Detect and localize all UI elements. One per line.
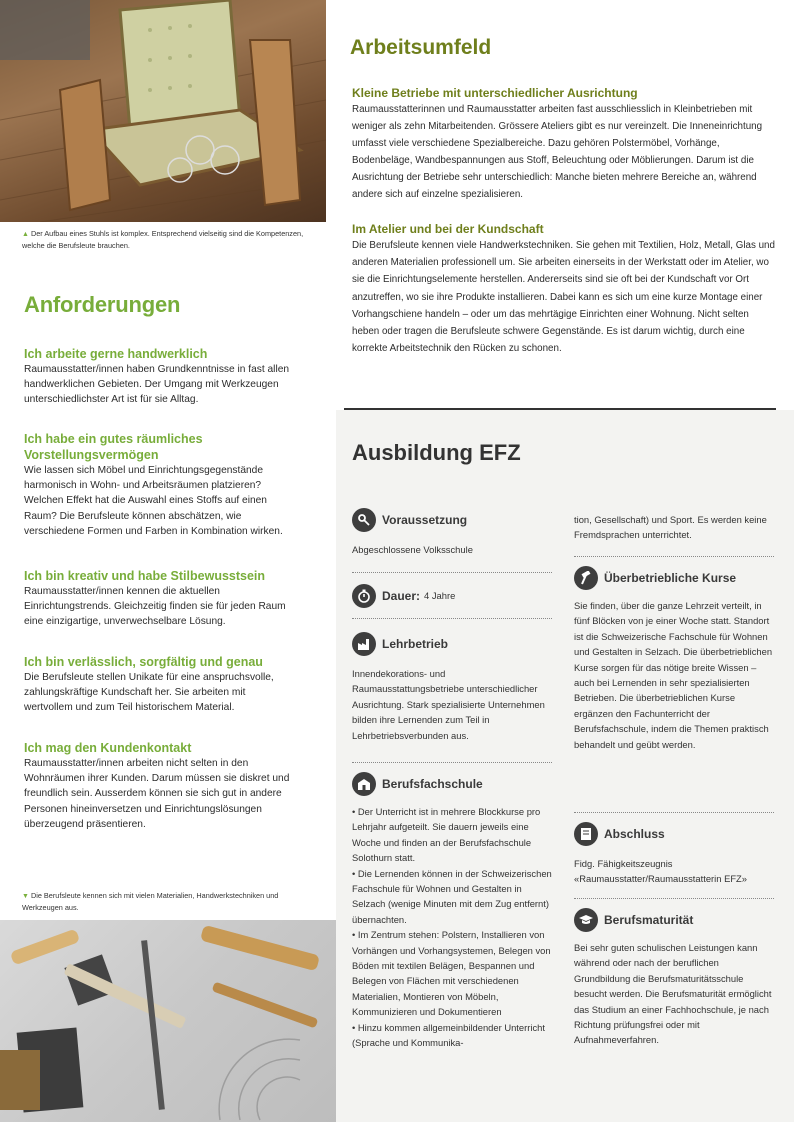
chair-illustration (0, 0, 326, 222)
anforderung-text: Raumausstatter/innen arbeiten nicht selten in den Wohnräumen ihrer Kunden. Darum müssen sie diskret und freundlich sein. Ausserdem können sie sich gut in andere Personen hineinversetzen und Einrichtungslösungen überzeugend präsentieren. (24, 758, 290, 830)
divider (574, 556, 774, 557)
abschluss-text: Fidg. Fähigkeitszeugnis «Raumausstatter/Raumausstatterin EFZ» (574, 858, 747, 885)
key-icon (352, 508, 376, 532)
kurse-label: Überbetriebliche Kurse (604, 571, 737, 585)
lehrbetrieb-block (352, 632, 552, 743)
abschluss-label: Abschluss (604, 827, 665, 841)
anforderung-text: Wie lassen sich Möbel und Einrichtungsgegenstände harmonisch in Wohn- und Arbeitsräumen platzieren? Welchen Effekt hat die Auswahl eines Stoffs auf einen Raum? Die Berufsleute können abschätzen, wie verschiedene Formen und Farben in Kombination wirken. (24, 465, 283, 537)
tools-photo (0, 920, 336, 1122)
berufsfachschule-label: Berufsfachschule (382, 777, 483, 791)
maturitaet-label: Berufsmaturität (604, 913, 694, 927)
dauer-value: 4 Jahre (424, 590, 456, 602)
divider (574, 898, 774, 899)
dauer-block (352, 584, 455, 608)
bottom-photo-caption: ▼ Die Berufsleute kennen sich mit vielen Materialien, Handwerkstechniken und Werkzeugen aus. (22, 891, 279, 912)
anforderung-4 (24, 654, 292, 716)
divider (352, 572, 552, 573)
voraussetzung-block (352, 508, 552, 557)
section-divider (344, 408, 776, 410)
voraussetzung-label: Voraussetzung (382, 513, 468, 527)
divider (574, 812, 774, 813)
lehrbetrieb-label: Lehrbetrieb (382, 637, 449, 651)
arbeitsumfeld-heading: Im Atelier und bei der Kundschaft (352, 222, 544, 236)
bullet-item: • Der Unterricht ist in mehrere Blockkurse pro Lehrjahr aufgeteilt. Sie dauern jeweils eine Woche und finden an der Berufsfachschule Solothurn statt. (352, 806, 541, 864)
certificate-icon (574, 822, 598, 846)
bullet-item: • Hinzu kommen allgemeinbildender Unterricht (Sprache und Kommunika- (352, 1021, 545, 1049)
kurse-block (574, 566, 774, 752)
caption-arrow-icon: ▲ (22, 231, 29, 238)
anforderung-heading: Ich mag den Kundenkontakt (24, 741, 192, 755)
berufsfachschule-continuation: tion, Gesellschaft) und Sport. Es werden keine Fremdsprachen unterrichtet. (574, 514, 767, 541)
maturitaet-text: Bei sehr guten schulischen Leistungen kann während oder nach der beruflichen Grundbildung die Berufsmaturitätsschule besucht werden. Die Berufsmaturität ermöglicht das Studium an einer Fachhochschule, je nach Richtung prüfungsfrei oder mit Aufnahmeverfahren. (574, 942, 772, 1046)
arbeitsumfeld-title: Arbeitsumfeld (350, 36, 492, 59)
arbeitsumfeld-text: Die Berufsleute kennen viele Handwerkstechniken. Sie gehen mit Textilien, Holz, Metall, Glas und anderen Materialien professionell um. Sie arbeiten einerseits in der Werkstatt oder im Atelier, wo sie die Einrichtungselemente herstellen. Andererseits sind sie oft bei der Kundschaft vor Ort anzutreffen, wo sie ihre Produkte installieren. Dabei kann es sich um eine kurze Montage einer Vorhangschiene handeln – oder um das mehrtägige Einrichten einer Wohnung. Nicht selten heben oder tragen die Berufsleute schwere Gegenstände. Es ist darum wichtig, durch eine korrekte Arbeitstechnik den Rücken zu schonen. (352, 240, 775, 355)
divider (352, 618, 552, 619)
arbeitsumfeld-text: Raumausstatterinnen und Raumausstatter arbeiten fast ausschliesslich in Kleinbetrieben mit weniger als zehn Mitarbeitenden. Grössere Ateliers gibt es nur vereinzelt. Die Inneneinrichtung umfasst viele verschiedene Spezialbereiche. Dazu gehören Polstermöbel, Vorhänge, Bodenbeläge, Wandbespannungen aus Stoff, Beleuchtung oder Möblierungen. Darum ist die Ausrichtung der Betriebe sehr unterschiedlich: Manche bieten mehrere Bereiche an, während andere sich auf einzelne spezialisieren. (352, 104, 763, 200)
anforderung-heading: Ich arbeite gerne handwerklich (24, 347, 208, 361)
anforderung-5 (24, 740, 292, 832)
voraussetzung-text: Abgeschlossene Volksschule (352, 544, 473, 555)
maturitaet-block (574, 908, 774, 1048)
anforderung-2 (24, 431, 292, 539)
anforderungen-title: Anforderungen (24, 292, 181, 317)
ausbildung-title: Ausbildung EFZ (352, 440, 521, 465)
berufsfachschule-block (352, 772, 552, 1051)
bullet-item: • Die Lernenden können in der Schweizerischen Fachschule für Wohnen und Gestalten in Selzach (wenige Minuten mit dem Zug entfernt) übernachten. (352, 867, 552, 925)
stopwatch-icon (352, 584, 376, 608)
divider (352, 762, 552, 763)
abschluss-block (574, 822, 774, 887)
anforderung-3 (24, 568, 292, 630)
anforderung-heading: Ich bin kreativ und habe Stilbewusstsein (24, 569, 266, 583)
chair-photo (0, 0, 326, 222)
anforderung-heading: Ich bin verlässlich, sorgfältig und genau (24, 655, 263, 669)
lehrbetrieb-text: Innendekorations- und Raumausstattungsbetriebe unterschiedlicher Ausrichtung. Stark spezialisierte Unternehmen bilden ihre Lernenden zum Teil in Lehrbetriebsverbunden aus. (352, 668, 545, 741)
top-photo-caption: ▲ Der Aufbau eines Stuhls ist komplex. Entsprechend vielseitig sind die Kompetenzen, welche die Berufsleute brauchen. (22, 229, 304, 250)
dauer-label: Dauer: (382, 589, 421, 603)
anforderung-1 (24, 346, 292, 408)
graduation-cap-icon (574, 908, 598, 932)
caption-arrow-icon: ▼ (22, 893, 29, 900)
kurse-text: Sie finden, über die ganze Lehrzeit verteilt, in fünf Blöcken von je einer Woche statt. Standort ist die Schweizerische Fachschule für Wohnen und Gestalten in Selzach. Die überbetrieblichen Kurse sorgen für das nötige breite Wissen – auch bei Lernenden in sehr spezialisierten Betrieben. Die überbetrieblichen Kurse ergänzen den Fachunterricht der Berufsfachschule, indem die Themen praktisch behandelt und geübt werden. (574, 600, 773, 750)
anforderung-text: Die Berufsleute stellen Unikate für eine anspruchsvolle, zahlungskräftige Kundschaft her. Sie arbeiten mit wertvollem und zum Teil historischem Material. (24, 672, 274, 714)
arbeitsumfeld-2 (352, 222, 776, 357)
tools-illustration (0, 920, 336, 1122)
hammer-icon (574, 566, 598, 590)
arbeitsumfeld-heading: Kleine Betriebe mit unterschiedlicher Ausrichtung (352, 86, 638, 100)
anforderung-heading: Ich habe ein gutes räumliches Vorstellungsvermögen (24, 432, 203, 462)
arbeitsumfeld-1 (352, 86, 776, 203)
bullet-item: • Im Zentrum stehen: Polstern, Installieren von Vorhängen und Vorhangsystemen, Belegen von Böden mit textilen Belägen, Bespannen und Belegen von Flächen mit verschiedenen Materialien, Montieren von Möbeln, Kommunizieren und Dokumentieren (352, 929, 551, 1018)
factory-icon (352, 632, 376, 656)
school-icon (352, 772, 376, 796)
anforderung-text: Raumausstatter/innen kennen die aktuellen Einrichtungstrends. Gleichzeitig finden sie für jeden Raum eine einzigartige, unverwechselbare Lösung. (24, 586, 286, 628)
berufsfachschule-bullets (352, 804, 552, 1051)
anforderung-text: Raumausstatter/innen haben Grundkenntnisse in fast allen handwerklichen Gebieten. Der Umgang mit Werkzeugen unterschiedlichster Art ist für sie Alltag. (24, 364, 290, 406)
